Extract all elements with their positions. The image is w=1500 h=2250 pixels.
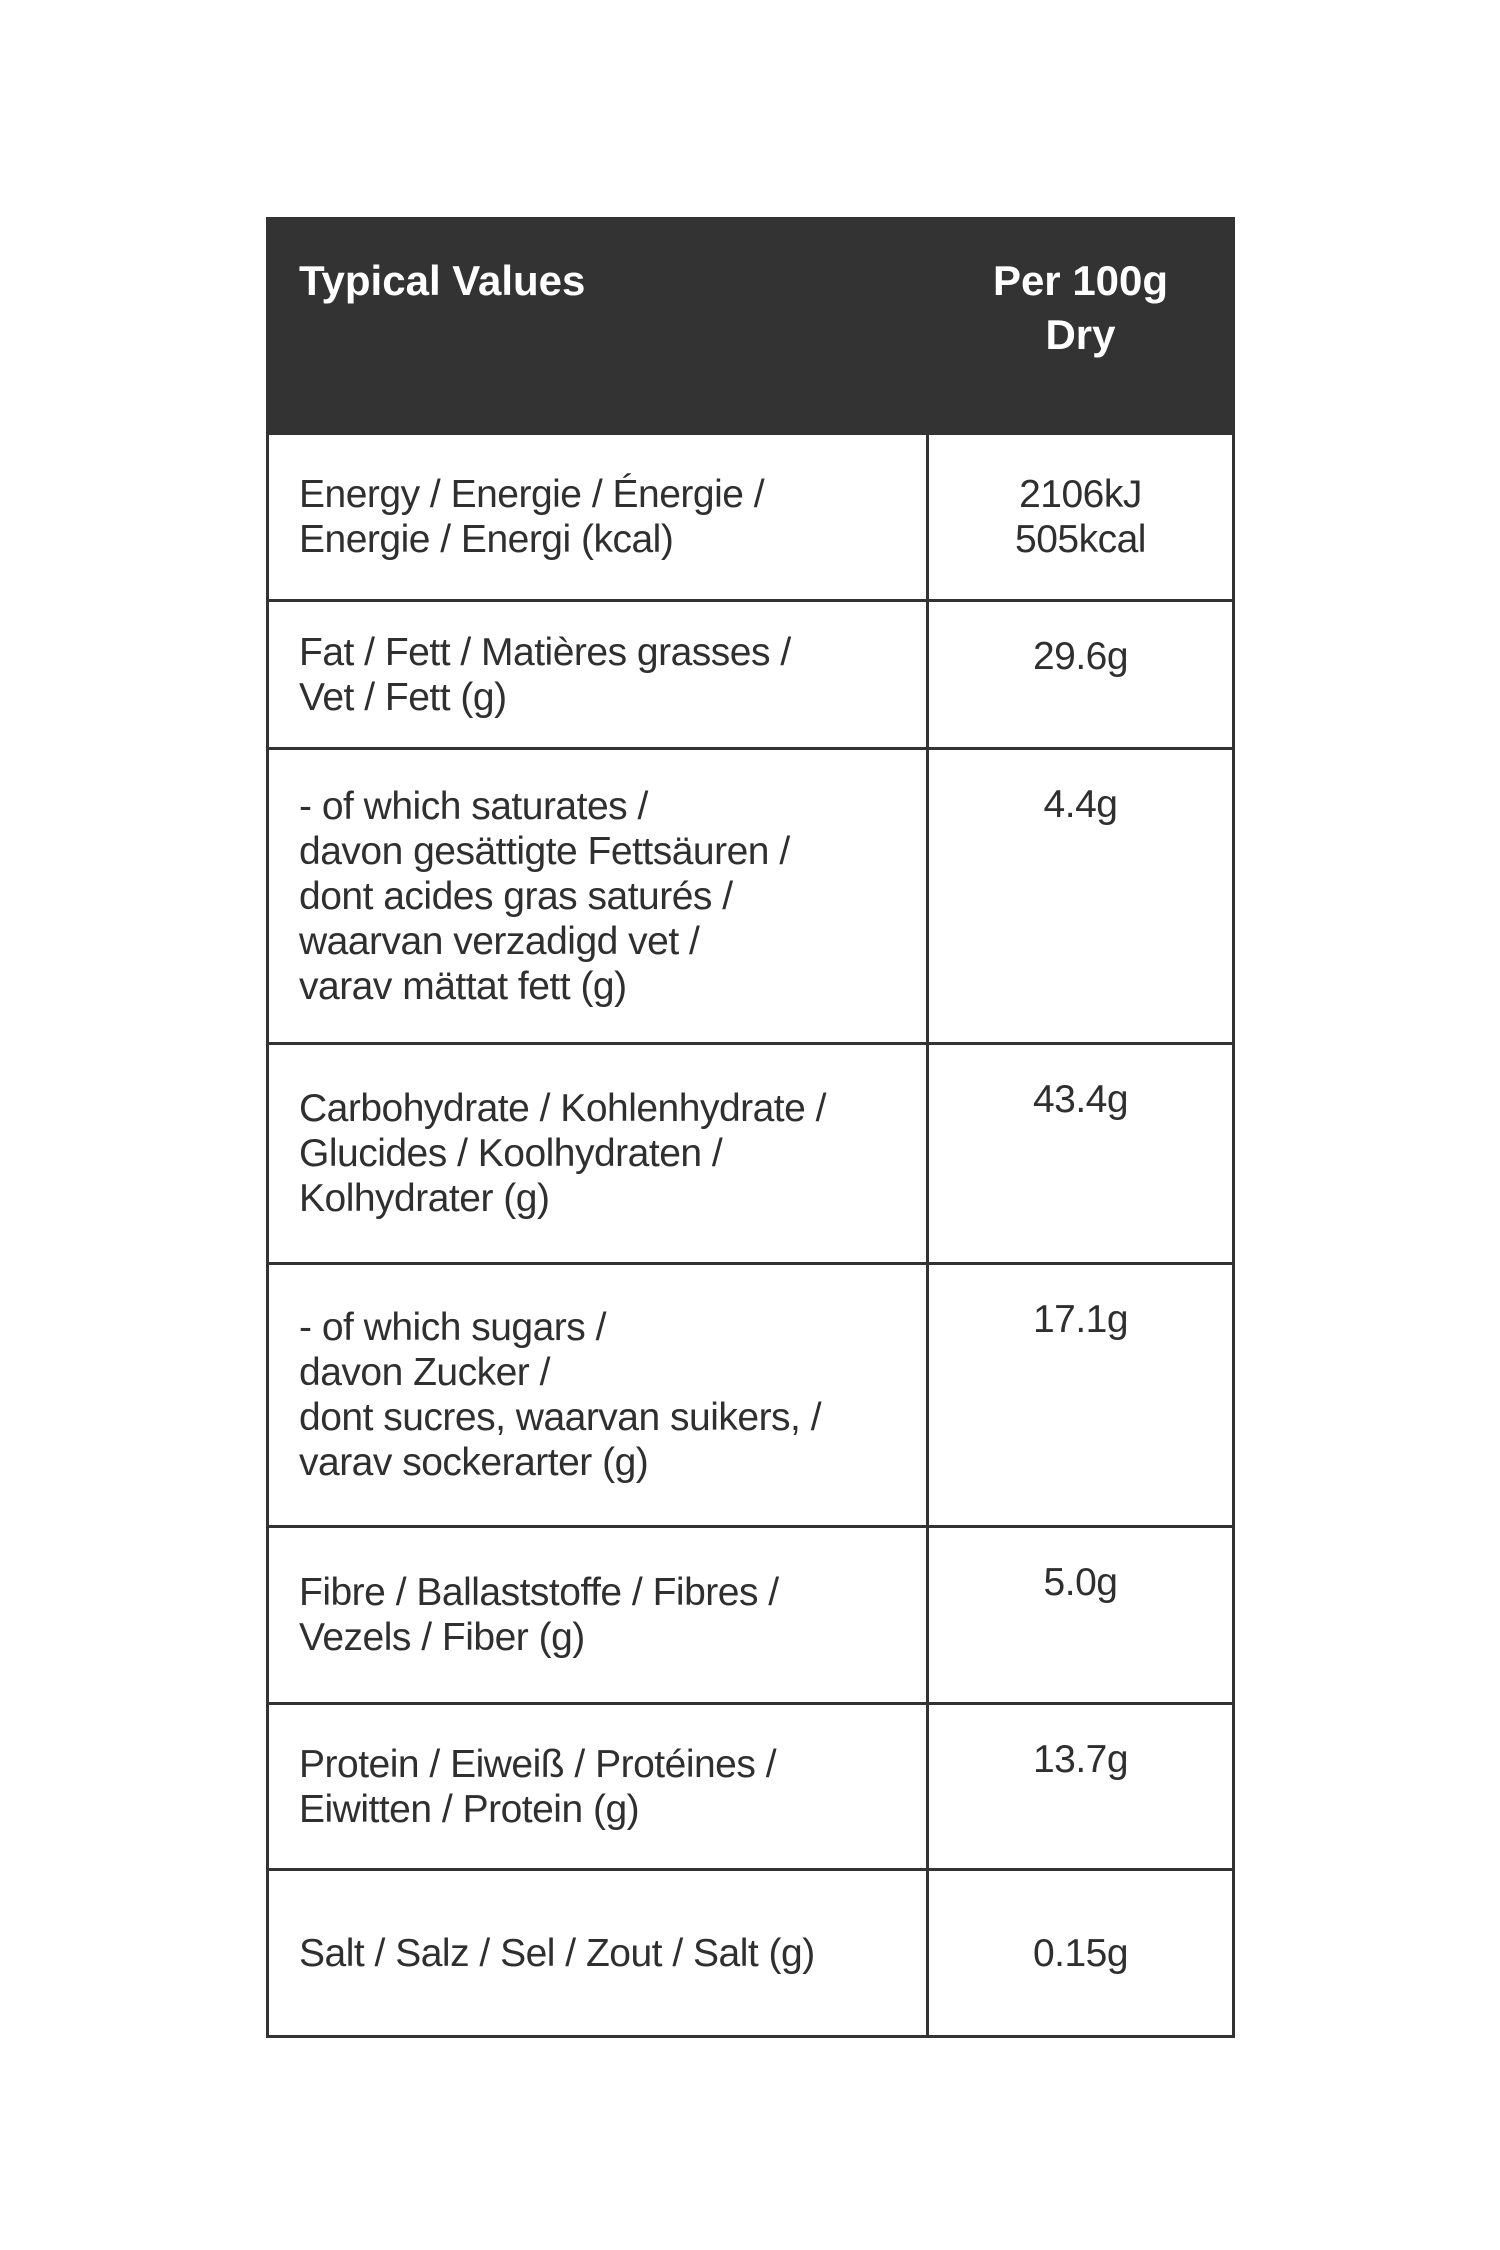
row-label-energy xyxy=(268,434,928,601)
nutrition-table xyxy=(266,217,1235,2038)
row-value-fibre xyxy=(928,1527,1234,1704)
label-line: - of which saturates / xyxy=(299,784,648,828)
table-row xyxy=(268,434,1234,601)
label-line: Glucides / Koolhydraten / xyxy=(299,1132,723,1175)
table-row xyxy=(268,1044,1234,1264)
label-line: Protein / Eiweiß / Protéines / xyxy=(299,1742,777,1786)
row-label-carbohydrate xyxy=(268,1044,928,1264)
label-line: - of which sugars / xyxy=(299,1306,606,1349)
label-line: dont acides gras saturés / xyxy=(299,874,733,918)
row-label-salt xyxy=(268,1870,928,2037)
header-row xyxy=(268,219,1234,434)
row-value-fat xyxy=(928,601,1234,749)
value-line: 5.0g xyxy=(1043,1561,1118,1604)
row-label-saturates xyxy=(268,749,928,1044)
label-line: dont sucres, waarvan suikers, / xyxy=(299,1396,822,1439)
label-line: Fibre / Ballaststoffe / Fibres / xyxy=(299,1571,779,1614)
table-row xyxy=(268,1264,1234,1527)
row-value-saturates xyxy=(928,749,1234,1044)
value-line: 4.4g xyxy=(1043,783,1118,826)
header-left-text: Typical Values xyxy=(299,257,586,304)
row-label-sugars xyxy=(268,1264,928,1527)
row-value-protein xyxy=(928,1704,1234,1870)
value-line: 13.7g xyxy=(1032,1738,1129,1781)
row-value-carbohydrate xyxy=(928,1044,1234,1264)
header-per-100g-dry xyxy=(928,219,1234,434)
header-right-line-2: Dry xyxy=(1045,311,1116,358)
row-label-fibre xyxy=(268,1527,928,1704)
table-body xyxy=(268,434,1234,2037)
value-line: 43.4g xyxy=(1032,1078,1129,1121)
table-header xyxy=(268,219,1234,434)
header-typical-values xyxy=(268,219,928,434)
table-row xyxy=(268,1870,1234,2037)
table-row xyxy=(268,749,1234,1044)
value-line: 505kcal xyxy=(1015,518,1146,561)
header-right-line-1: Per 100g xyxy=(992,257,1169,304)
label-line: Fat / Fett / Matières grasses / xyxy=(299,630,791,674)
row-label-protein xyxy=(268,1704,928,1870)
value-line: 17.1g xyxy=(1032,1298,1129,1341)
value-line: 0.15g xyxy=(1032,1931,1129,1975)
table-row xyxy=(268,601,1234,749)
label-line: Carbohydrate / Kohlenhydrate / xyxy=(299,1087,827,1130)
value-line: 2106kJ xyxy=(1019,473,1142,516)
label-line: Salt / Salz / Sel / Zout / Salt (g) xyxy=(299,1931,815,1975)
label-line: davon gesättigte Fettsäuren / xyxy=(299,829,790,873)
label-line: Vezels / Fiber (g) xyxy=(299,1616,585,1659)
label-line: Energie / Energi (kcal) xyxy=(299,518,674,561)
row-value-salt xyxy=(928,1870,1234,2037)
label-line: davon Zucker / xyxy=(299,1351,550,1394)
label-line: Energy / Energie / Énergie / xyxy=(299,473,765,516)
label-line: varav mättat fett (g) xyxy=(299,964,627,1008)
label-line: Eiwitten / Protein (g) xyxy=(299,1787,640,1831)
row-value-sugars xyxy=(928,1264,1234,1527)
label-line: Vet / Fett (g) xyxy=(299,675,507,719)
label-line: Kolhydrater (g) xyxy=(299,1177,550,1220)
table-row xyxy=(268,1527,1234,1704)
label-line: waarvan verzadigd vet / xyxy=(299,919,700,963)
value-line: 29.6g xyxy=(1032,635,1129,678)
row-label-fat xyxy=(268,601,928,749)
row-value-energy xyxy=(928,434,1234,601)
table-row xyxy=(268,1704,1234,1870)
label-line: varav sockerarter (g) xyxy=(299,1441,649,1484)
